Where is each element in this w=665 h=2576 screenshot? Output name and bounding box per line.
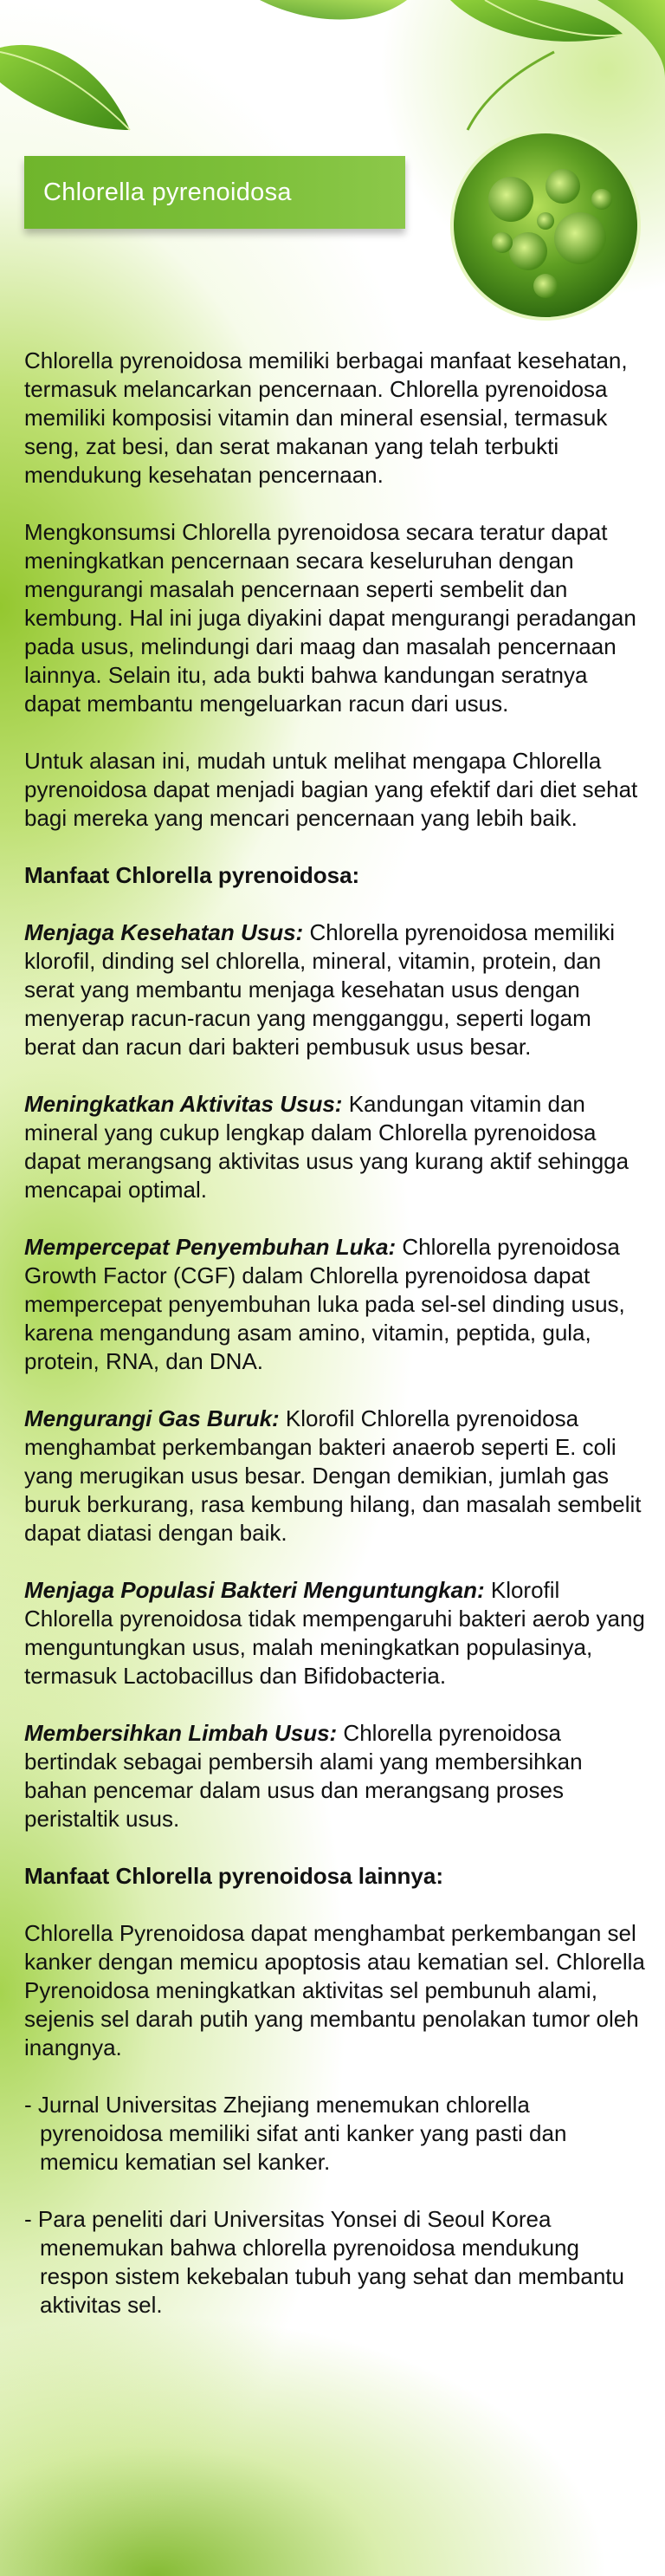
other-benefits-heading: Manfaat Chlorella pyrenoidosa lainnya:: [24, 1863, 443, 1889]
intro-paragraph-2: Mengkonsumsi Chlorella pyrenoidosa secara teratur dapat meningkatkan pencernaan secara keseluruhan dengan mengurangi masalah pencernaan seperti sembelit dan kembung. Hal ini juga diyakini dapat mengurangi peradangan pada usus, melindungi dari maag dan masalah pencernaan lainnya. Selain itu, ada bukti bahwa kandungan seratnya dapat membantu mengeluarkan racun dari usus.: [24, 519, 636, 717]
research-point: - Jurnal Universitas Zhejiang menemukan chlorella pyrenoidosa memiliki sifat anti kanker yang pasti dan memicu kematian sel kanker.: [24, 2092, 567, 2175]
benefit-text: Chlorella pyrenoidosa Growth Factor (CGF) dalam Chlorella pyrenoidosa dapat mempercepat penyembuhan luka pada sel-sel dinding usus, karena mengandung asam amino, vitamin, peptida, gula, protein, RNA, dan DNA.: [24, 1234, 625, 1374]
benefit-term: Menjaga Populasi Bakteri Menguntungkan:: [24, 1577, 485, 1603]
intro-paragraph-1: Chlorella pyrenoidosa memiliki berbagai manfaat kesehatan, termasuk melancarkan pencernaan. Chlorella pyrenoidosa memiliki komposisi vitamin dan mineral esensial, termasuk seng, zat besi, dan serat makanan yang telah terbukti mendukung kesehatan pencernaan.: [24, 347, 628, 488]
other-benefits-paragraph: Chlorella Pyrenoidosa dapat menghambat perkembangan sel kanker dengan memicu apoptosis atau kematian sel. Chlorella Pyrenoidosa meningkatkan aktivitas sel pembunuh alami, sejenis sel darah putih yang membantu penolakan tumor oleh inangnya.: [24, 1920, 645, 2060]
benefit-term: Membersihkan Limbah Usus:: [24, 1720, 338, 1746]
benefit-text: Chlorella pyrenoidosa bertindak sebagai pembersih alami yang membersihkan bahan pencemar dalam usus dan merangsang proses peristaltik usus.: [24, 1720, 583, 1832]
benefit-item: [24, 1719, 648, 1833]
chlorella-cell-icon: [442, 121, 649, 329]
benefit-item: [24, 918, 648, 1061]
intro-paragraph-3: Untuk alasan ini, mudah untuk melihat mengapa Chlorella pyrenoidosa dapat menjadi bagian yang efektif dari diet sehat bagi mereka yang mencari pencernaan yang lebih baik.: [24, 748, 638, 831]
benefit-item: [24, 1090, 648, 1204]
benefit-text: Klorofil Chlorella pyrenoidosa menghambat perkembangan bakteri anaerob seperti E. coli yang merugikan usus besar. Dengan demikian, jumlah gas buruk berkurang, rasa kembung hilang, dan masalah sembelit dapat diatasi dengan baik.: [24, 1405, 642, 1546]
benefit-item: [24, 1405, 648, 1548]
benefit-text: Klorofil Chlorella pyrenoidosa tidak mempengaruhi bakteri aerob yang menguntungkan usus, malah meningkatkan populasinya, termasuk Lactobacillus dan Bifidobacteria.: [24, 1577, 645, 1689]
benefits-heading: Manfaat Chlorella pyrenoidosa:: [24, 862, 360, 888]
benefit-text: Kandungan vitamin dan mineral yang cukup lengkap dalam Chlorella pyrenoidosa dapat merangsang aktivitas usus yang kurang aktif sehingga mencapai optimal.: [24, 1091, 629, 1203]
benefit-item: [24, 1233, 648, 1376]
benefit-term: Mempercepat Penyembuhan Luka:: [24, 1234, 397, 1260]
research-point: - Para peneliti dari Universitas Yonsei di Seoul Korea menemukan bahwa chlorella pyrenoidosa mendukung respon sistem kekebalan tubuh yang sehat dan membantu aktivitas sel.: [24, 2206, 624, 2318]
benefit-term: Menjaga Kesehatan Usus:: [24, 919, 304, 945]
article-body: [24, 347, 648, 2348]
benefit-item: [24, 1576, 648, 1690]
title-banner: [24, 156, 405, 229]
benefit-term: Meningkatkan Aktivitas Usus:: [24, 1091, 343, 1117]
benefit-text: Chlorella pyrenoidosa memiliki klorofil, dinding sel chlorella, mineral, vitamin, protein, dan serat yang membantu menjaga kesehatan usus dengan menyerap racun-racun yang mengganggu, seperti logam berat dan racun dari bakteri pembusuk usus besar.: [24, 919, 616, 1060]
page-title: Chlorella pyrenoidosa: [43, 178, 292, 206]
benefit-term: Mengurangi Gas Buruk:: [24, 1405, 280, 1431]
